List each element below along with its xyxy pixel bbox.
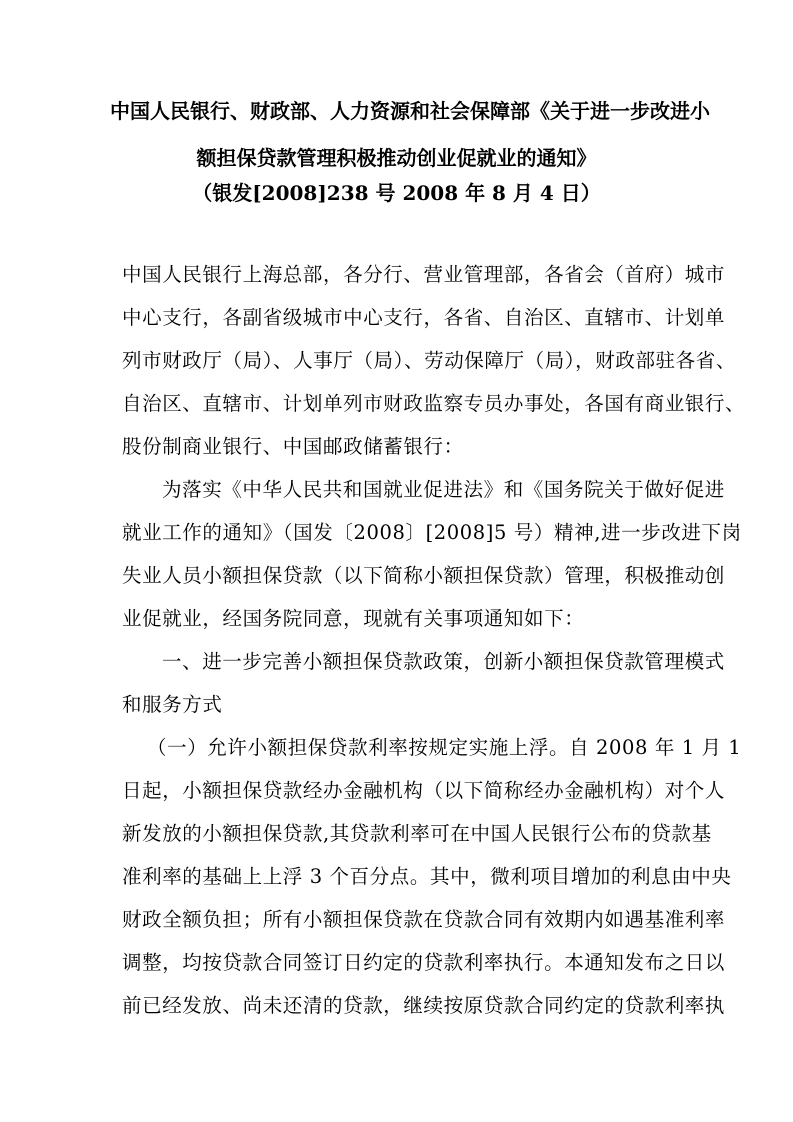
body-line: 失业人员小额担保贷款（以下简称小额担保贷款）管理，积极推动创 (122, 564, 726, 587)
body-line: 自治区、直辖市、计划单列市财政监察专员办事处，各国有商业银行、 (122, 392, 746, 415)
body-line: 就业工作的通知》（国发〔2008〕[2008]5 号）精神,进一步改进下岗 (122, 521, 742, 544)
document-title-line-2: 额担保贷款管理积极推动创业促就业的通知》 (196, 146, 597, 170)
document-title-line-1: 中国人民银行、财政部、人力资源和社会保障部《关于进一步改进小 (110, 99, 710, 123)
body-line: 列市财政厅（局）、人事厅（局）、劳动保障厅（局），财政部驻各省、 (122, 349, 736, 372)
body-line: 中心支行，各副省级城市中心支行，各省、自治区、直辖市、计划单 (122, 306, 726, 329)
section-heading-line: 和服务方式 (122, 693, 223, 716)
body-line: 中国人民银行上海总部，各分行、营业管理部，各省会（首府）城市 (122, 263, 726, 286)
section-heading-line: 一、进一步完善小额担保贷款政策，创新小额担保贷款管理模式 (162, 650, 725, 673)
body-line: 日起，小额担保贷款经办金融机构（以下简称经办金融机构）对个人 (122, 779, 726, 802)
body-line: 调整，均按贷款合同签订日约定的贷款利率执行。本通知发布之日以 (122, 951, 726, 974)
document-subtitle: （银发[2008]238 号 2008 年 8 月 4 日） (192, 181, 601, 205)
body-line: 新发放的小额担保贷款,其贷款利率可在中国人民银行公布的贷款基 (122, 822, 712, 845)
body-line: 股份制商业银行、中国邮政储蓄银行： (122, 435, 464, 458)
body-line: 为落实《中华人民共和国就业促进法》和《国务院关于做好促进 (162, 478, 725, 501)
body-line: 财政全额负担；所有小额担保贷款在贷款合同有效期内如遇基准利率 (122, 908, 726, 931)
body-line: （一）允许小额担保贷款利率按规定实施上浮。自 2008 年 1 月 1 (147, 736, 742, 759)
body-line: 前已经发放、尚未还清的贷款，继续按原贷款合同约定的贷款利率执 (122, 994, 726, 1017)
body-line: 准利率的基础上上浮 3 个百分点。其中，微利项目增加的利息由中央 (122, 865, 732, 888)
body-line: 业促就业，经国务院同意，现就有关事项通知如下： (122, 607, 585, 630)
